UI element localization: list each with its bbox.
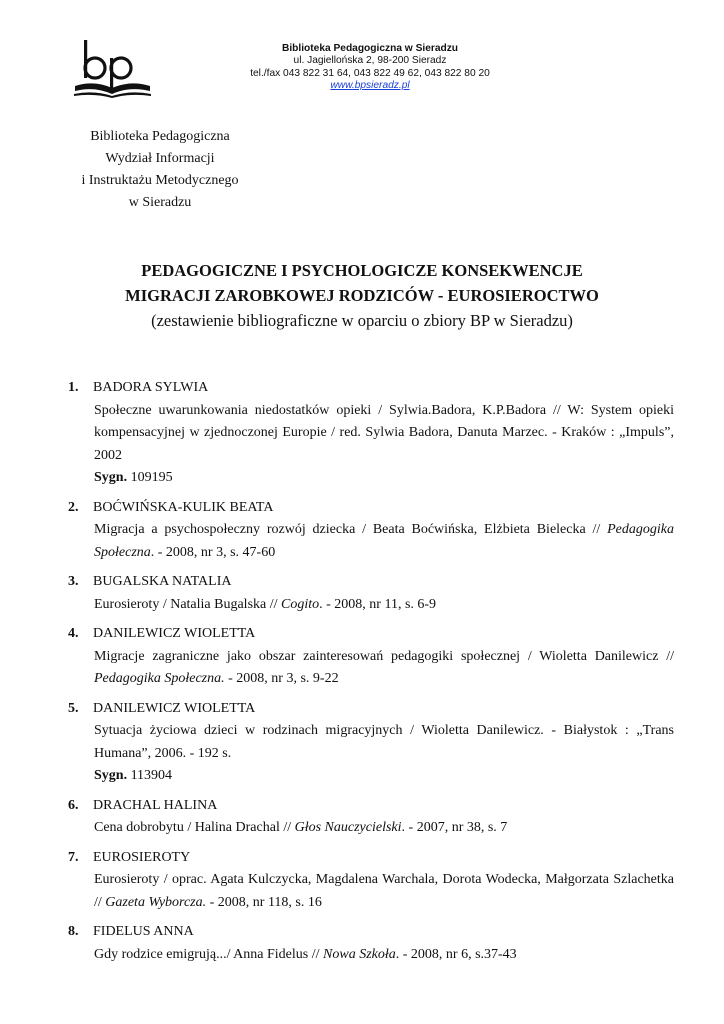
entry-journal: Głos Nauczycielski <box>294 820 402 835</box>
entry-text: . - 2008, nr 3, s. 47-60 <box>150 544 276 560</box>
entry-text: . - 2008, nr 6, s.37-43 <box>395 946 517 962</box>
entry-author: EUROSIEROTY <box>93 849 191 865</box>
title-subtitle: (zestawienie bibliograficzne w oparciu o zbiory BP w Sieradzu) <box>151 311 573 330</box>
bibliography-list <box>66 377 674 973</box>
entry-author: BADORA SYLWIA <box>93 380 209 395</box>
bibliography-entry <box>66 377 674 490</box>
bibliography-entry <box>66 497 674 565</box>
library-header <box>220 43 520 92</box>
department-block <box>60 126 260 214</box>
website-link[interactable]: www.bpsieradz.pl <box>330 79 410 91</box>
department-line: i Instruktażu Metodycznego <box>81 173 239 188</box>
entry-author: DRACHAL HALINA <box>93 797 218 813</box>
entry-description <box>93 594 674 617</box>
entry-text: Gdy rodzice emigrują.../ Anna Fidelus // <box>94 946 324 962</box>
entry-number: 6. <box>68 797 79 813</box>
entry-author: BUGALSKA NATALIA <box>93 574 232 589</box>
entry-journal: Pedagogika Społeczna <box>94 522 674 560</box>
entry-text: Eurosieroty / oprac. Agata Kulczycka, Magdalena Warchala, Dorota Wodecka, Małgorzata Szlachetka // <box>94 872 674 910</box>
department-line: Biblioteka Pedagogiczna <box>90 129 230 144</box>
bibliography-entry <box>66 623 674 691</box>
library-phone: tel./fax 043 822 31 64, 043 822 49 62, 043 822 80 20 <box>250 67 490 79</box>
entry-author: DANILEWICZ WIOLETTA <box>93 700 256 716</box>
bibliography-entry <box>66 847 674 915</box>
sygn-label: Sygn. <box>94 768 128 783</box>
bibliography-entry <box>66 571 674 616</box>
document-title <box>40 258 684 333</box>
entry-text: Eurosieroty / Natalia Bugalska // <box>94 596 282 612</box>
entry-number: 3. <box>68 574 79 589</box>
entry-journal: Pedagogika Społeczna. <box>94 671 225 686</box>
bibliography-entry <box>66 795 674 840</box>
entry-call-number <box>93 765 674 788</box>
bibliography-entry <box>66 698 674 788</box>
entry-text: - 2008, nr 118, s. 16 <box>206 894 322 910</box>
title-line: PEDAGOGICZNE I PSYCHOLOGICZE KONSEKWENCJE <box>141 261 583 280</box>
entry-text: Migracje zagraniczne jako obszar zainteresowań pedagogiki społecznej / Wioletta Danilewicz // <box>94 648 674 664</box>
bibliography-entry <box>66 921 674 966</box>
title-line: MIGRACJI ZAROBKOWEJ RODZICÓW - EUROSIEROCTWO <box>125 286 599 305</box>
entry-number: 8. <box>68 924 79 939</box>
entry-number: 7. <box>68 849 79 865</box>
entry-description: Sytuacja życiowa dzieci w rodzinach migracyjnych / Wioletta Danilewicz. - Białystok : „Trans Humana”, 2006. - 192 s. <box>94 723 674 761</box>
library-logo <box>72 36 154 98</box>
sygn-label: Sygn. <box>94 470 128 485</box>
entry-text: - 2008, nr 3, s. 9-22 <box>224 671 339 686</box>
entry-journal: Gazeta Wyborcza. <box>105 894 207 910</box>
entry-number: 2. <box>68 499 79 515</box>
entry-description <box>93 944 674 967</box>
entry-number: 1. <box>68 380 79 395</box>
library-address: ul. Jagiellońska 2, 98-200 Sieradz <box>293 55 447 67</box>
entry-text: . - 2008, nr 11, s. 6-9 <box>319 596 437 612</box>
sygn-value: 109195 <box>130 470 173 485</box>
entry-description <box>93 519 674 564</box>
entry-description <box>93 817 674 840</box>
entry-journal: Nowa Szkoła <box>323 946 396 962</box>
department-line: w Sieradzu <box>128 195 192 210</box>
library-name: Biblioteka Pedagogiczna w Sieradzu <box>281 43 459 54</box>
entry-description: Społeczne uwarunkowania niedostatków opieki / Sylwia.Badora, K.P.Badora // W: System opieki kompensacyjnej w zjednoczonej Europie / red. Sylwia Badora, Danuta Marzec. - Kraków : „Impuls”, 2002 <box>94 402 674 463</box>
entry-journal: Cogito <box>281 596 320 612</box>
entry-author: BOĆWIŃSKA-KULIK BEATA <box>93 499 274 515</box>
entry-author: FIDELUS ANNA <box>93 924 194 939</box>
sygn-value: 113904 <box>130 768 173 783</box>
entry-description <box>93 646 674 691</box>
entry-text: Cena dobrobytu / Halina Drachal // <box>94 820 295 835</box>
entry-author: DANILEWICZ WIOLETTA <box>93 626 256 641</box>
entry-text: Migracja a psychospołeczny rozwój dziecka / Beata Boćwińska, Elżbieta Bielecka // <box>94 522 608 537</box>
entry-text: . - 2007, nr 38, s. 7 <box>401 820 508 835</box>
entry-number: 5. <box>68 700 79 716</box>
entry-call-number <box>93 467 674 490</box>
entry-description <box>93 869 674 914</box>
department-line: Wydział Informacji <box>105 151 215 166</box>
entry-number: 4. <box>68 626 79 641</box>
